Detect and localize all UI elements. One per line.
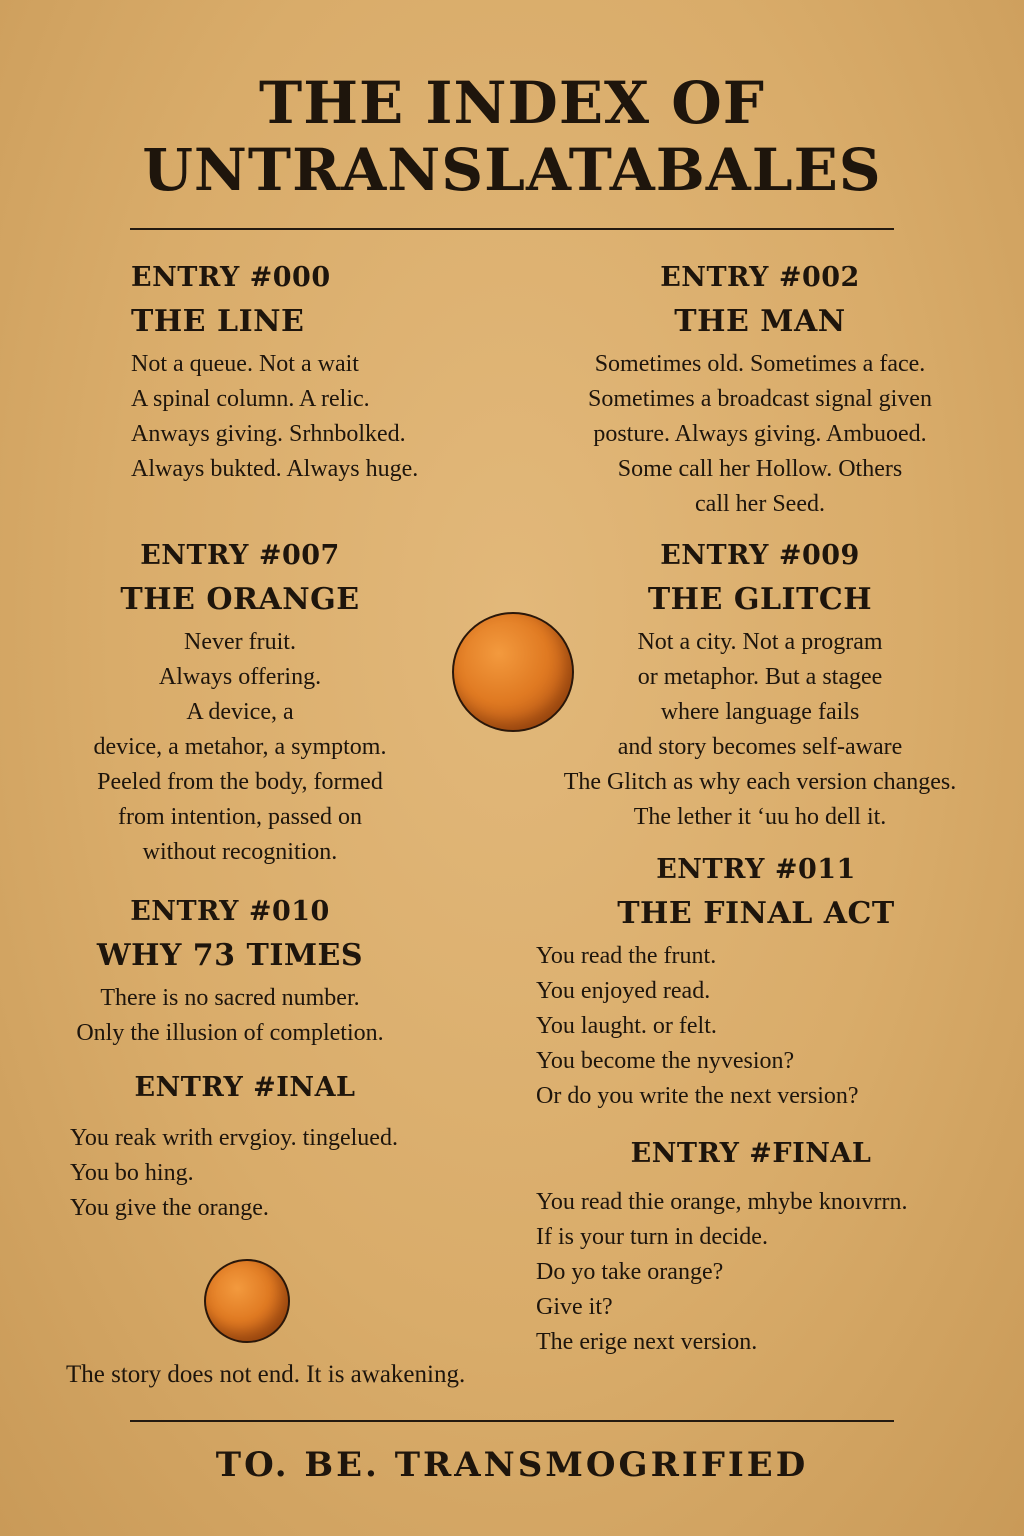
entry-body: You reak writh ervgioy. tingelued. You bo hing. You give the orange. [70,1125,398,1221]
entry-002 [540,263,980,522]
entry-009 [530,541,990,835]
entry-body: Not a queue. Not a wait A spinal column. A relic. Anways giving. Srhnbolked. Always bukted. Always huge. [131,351,419,482]
entry-body: You read thie orange, mhybe knoıvrrn. If is your turn in decide. Do yo take orange? Give it? The erige next version. [536,1189,908,1355]
entry-number: ENTRY #INAL [134,1072,356,1103]
entry-name: THE FINAL ACT [617,896,895,931]
entry-name: THE LINE [131,304,305,339]
entry-name: WHY 73 TIMES [96,938,364,973]
entry-number: ENTRY #009 [660,540,860,571]
footer-motto: TO. BE. TRANSMOGRIFIED [215,1445,809,1485]
entry-number: ENTRY #007 [140,540,340,571]
entry-010 [30,897,430,1051]
entry-body: Sometimes old. Sometimes a face. Sometimes a broadcast signal given posture. Always giving. Ambuoed. Some call her Hollow. Others call her Seed. [588,351,932,517]
small-orange-icon [204,1259,290,1343]
entry-number: ENTRY #010 [130,896,330,927]
entry-body: There is no sacred number. Only the illusion of completion. [76,985,384,1046]
entry-name: THE MAN [674,304,846,339]
entry-011 [536,855,996,1114]
entry-inal [70,1073,510,1226]
top-divider [130,228,894,230]
entry-name: THE GLITCH [647,582,873,617]
entry-number: ENTRY #FINAL [630,1138,872,1169]
entry-body: You read the frunt. You enjoyed read. You laught. or felt. You become the nyvesion? Or do you write the next version? [536,943,859,1109]
page-title-line-2: UNTRANSLATABALES [142,136,882,204]
entry-number: ENTRY #000 [131,262,331,293]
closing-line: The story does not end. It is awakening. [66,1361,466,1388]
entry-000 [131,263,511,487]
entry-body: Not a city. Not a program or metaphor. But a stagee where language fails and story becomes self-aware The Glitch as why each version changes. The lether it ‘uu ho dell it. [563,629,957,830]
entry-body: Never fruit. Always offering. A device, a device, a metahor, a symptom. Peeled from the body, formed from intention, passed on without recognition. [93,629,387,865]
entry-name: THE ORANGE [120,582,360,617]
page-title-line-1: THE INDEX OF [259,69,765,137]
entry-number: ENTRY #002 [660,262,860,293]
entry-final [536,1139,1006,1360]
bottom-divider [130,1420,894,1422]
entry-007 [30,541,450,870]
entry-number: ENTRY #011 [656,854,856,885]
